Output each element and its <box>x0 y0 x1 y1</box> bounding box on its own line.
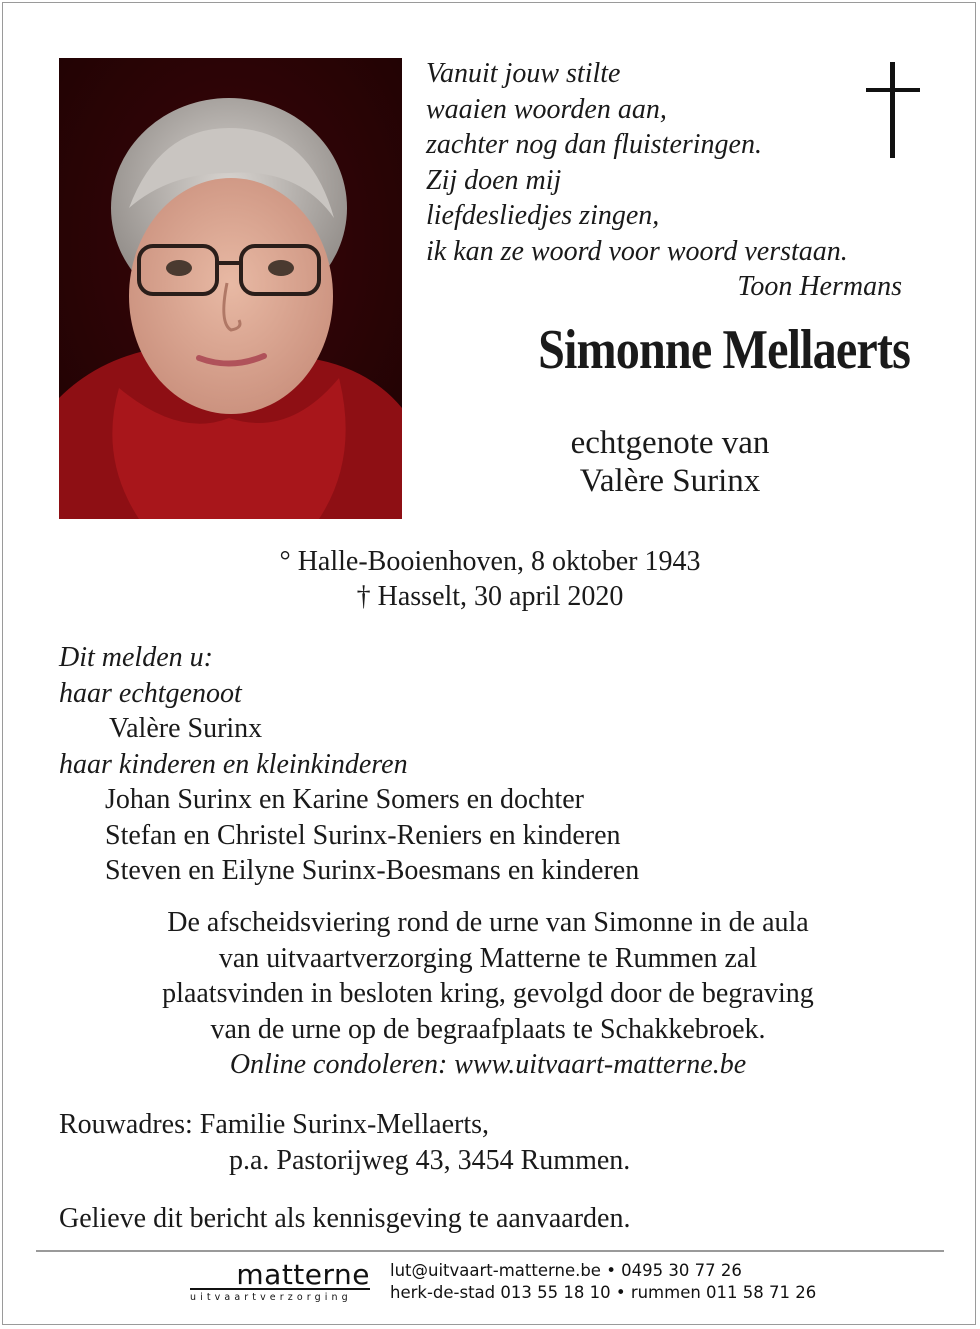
address-line-1: Rouwadres: Familie Surinx-Mellaerts, <box>59 1109 490 1140</box>
poem-line: Zij doen mij <box>426 164 562 196</box>
portrait-photo <box>59 58 402 519</box>
logo-wordmark: matterne <box>236 1258 370 1291</box>
child-entry: Johan Surinx en Karine Somers en dochter <box>105 784 584 815</box>
ceremony-line: van de urne op de begraafplaats te Schakkebroek. <box>210 1013 766 1045</box>
spouse-name: Valère Surinx <box>579 463 761 499</box>
mourning-address <box>59 1107 939 1178</box>
poem <box>426 56 906 305</box>
death-date: † Hasselt, 30 april 2020 <box>356 581 624 612</box>
spouse-label: haar echtgenoot <box>59 677 242 709</box>
poem-line: Vanuit jouw stilte <box>426 58 621 89</box>
ceremony-line: De afscheidsviering rond de urne van Simonne in de aula <box>167 907 809 938</box>
spouse-relation: echtgenote van <box>570 425 770 461</box>
cross-icon <box>864 62 922 158</box>
birth-date: ° Halle-Booienhoven, 8 oktober 1943 <box>279 546 701 577</box>
contact-line-1[interactable]: lut@uitvaart-matterne.be • 0495 30 77 26 <box>390 1261 742 1280</box>
announcement <box>59 640 939 889</box>
poem-line: liefdesliedjes zingen, <box>426 200 660 231</box>
spouse-block <box>470 424 870 500</box>
poem-line: zachter nog dan fluisteringen. <box>426 129 762 160</box>
address-line-2: p.a. Pastorijweg 43, 3454 Rummen. <box>229 1144 631 1176</box>
ceremony-line: van uitvaartverzorging Matterne te Rummen zal <box>218 942 758 974</box>
logo-underline <box>190 1288 370 1290</box>
poem-line: waaien woorden aan, <box>426 93 667 125</box>
deceased-name: Simonne Mellaerts <box>538 319 910 381</box>
logo-subtitle: uitvaartverzorging <box>190 1292 352 1303</box>
spouse-name: Valère Surinx <box>109 713 263 744</box>
footer-divider <box>36 1250 944 1252</box>
child-entry: Steven en Eilyne Surinx-Boesmans en kinderen <box>105 855 640 886</box>
ceremony-info <box>40 905 936 1083</box>
poem-line: ik kan ze woord voor woord verstaan. <box>426 235 848 267</box>
poem-author: Toon Hermans <box>737 271 902 302</box>
ceremony-line: plaatsvinden in besloten kring, gevolgd door de begraving <box>162 978 814 1009</box>
life-dates <box>0 544 980 614</box>
contact-info <box>390 1260 817 1304</box>
children-label: haar kinderen en kleinkinderen <box>59 748 408 780</box>
closing-request: Gelieve dit bericht als kennisgeving te aanvaarden. <box>59 1203 631 1234</box>
child-entry: Stefan en Christel Surinx-Reniers en kinderen <box>105 819 621 851</box>
online-condolence-link[interactable]: Online condoleren: www.uitvaart-matterne.be <box>229 1049 747 1080</box>
announcement-intro: Dit melden u: <box>59 642 213 673</box>
matterne-logo <box>190 1258 370 1308</box>
contact-line-2: herk-de-stad 013 55 18 10 • rummen 011 58 71 26 <box>390 1283 817 1302</box>
